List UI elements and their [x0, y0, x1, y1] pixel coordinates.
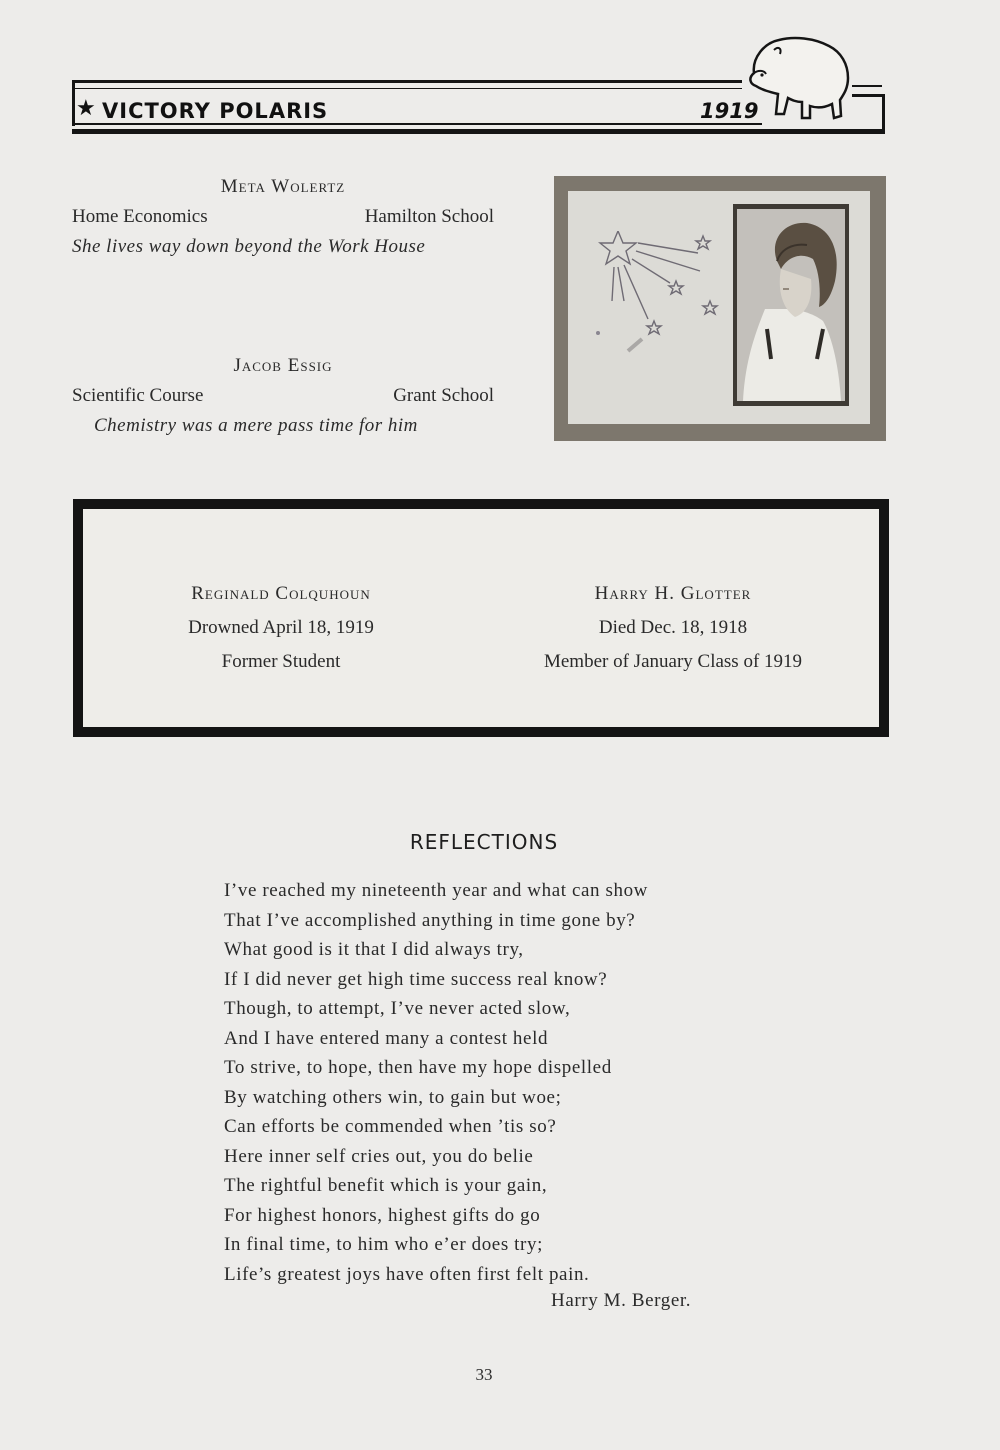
- memorial-entry: [493, 577, 853, 679]
- memorial-entry: [131, 577, 431, 679]
- graduate-quote: She lives way down beyond the Work House: [72, 236, 426, 257]
- memorial-name: Reginald Colquhoun: [191, 583, 371, 604]
- graduate-course: Home Economics: [72, 206, 208, 227]
- polar-bear-icon: [744, 28, 856, 128]
- poem-author: Harry M. Berger.: [551, 1290, 692, 1311]
- header-right-rule: [852, 85, 882, 87]
- memorial-name: Harry H. Glotter: [594, 583, 752, 604]
- star-icon: ★: [76, 96, 96, 121]
- graduate-school: Hamilton School: [364, 206, 494, 227]
- header-mid-rule: [72, 123, 762, 125]
- graduate-course: Scientific Course: [72, 385, 204, 406]
- poem-line: If I did never get high time success real know?: [224, 968, 608, 990]
- poem-line: For highest honors, highest gifts do go: [224, 1204, 541, 1226]
- poem-line: That I’ve accomplished anything in time gone by?: [224, 909, 636, 931]
- shooting-star-icon: [588, 231, 728, 371]
- header-bottom-rule: [72, 129, 885, 134]
- memorial-line-2: Member of January Class of 1919: [543, 651, 803, 672]
- poem-line: By watching others win, to gain but woe;: [224, 1086, 562, 1108]
- poem-line: And I have entered many a contest held: [224, 1027, 549, 1049]
- graduate-school: Grant School: [393, 385, 494, 406]
- poem-line: To strive, to hope, then have my hope dispelled: [224, 1057, 612, 1078]
- poem-title: REFLECTIONS: [409, 830, 559, 854]
- poem-line: The rightful benefit which is your gain,: [224, 1175, 548, 1196]
- poem-line: I’ve reached my nineteenth year and what can show: [224, 880, 649, 901]
- graduate-name: Meta Wolertz: [220, 176, 346, 197]
- publication-year: 1919: [700, 99, 759, 123]
- poem-line: In final time, to him who e’er does try;: [224, 1234, 543, 1255]
- page-header: [72, 28, 887, 140]
- photo-mat: [568, 191, 870, 424]
- memorial-box: [73, 499, 889, 737]
- header-top-rule: [72, 80, 742, 83]
- graduate-name: Jacob Essig: [233, 355, 333, 376]
- portrait-icon: [737, 209, 845, 401]
- memorial-line-1: Drowned April 18, 1919: [188, 617, 374, 638]
- poem-line: Though, to attempt, I’ve never acted slow,: [224, 998, 571, 1019]
- graduate-entry: [72, 355, 494, 437]
- poem-line: Life’s greatest joys have often first felt pain.: [224, 1263, 590, 1285]
- portrait-photo: [554, 176, 886, 441]
- memorial-line-1: Died Dec. 18, 1918: [598, 617, 748, 638]
- poem-line: Here inner self cries out, you do belie: [224, 1145, 534, 1167]
- header-right-rule-2: [852, 94, 885, 97]
- graduate-quote: Chemistry was a mere pass time for him: [94, 415, 418, 436]
- graduate-entry: [72, 176, 494, 258]
- poem-line: Can efforts be commended when ’tis so?: [224, 1116, 557, 1137]
- header-top-rule-thin: [72, 88, 742, 89]
- poem-line: What good is it that I did always try,: [224, 939, 524, 960]
- poem-body: [224, 876, 648, 1289]
- publication-title: VICTORY POLARIS: [102, 99, 329, 123]
- memorial-line-2: Former Student: [221, 651, 341, 672]
- header-left-bracket: [72, 80, 75, 126]
- header-right-bracket: [882, 94, 885, 130]
- portrait-frame: [733, 204, 849, 406]
- page-number: 33: [475, 1365, 493, 1384]
